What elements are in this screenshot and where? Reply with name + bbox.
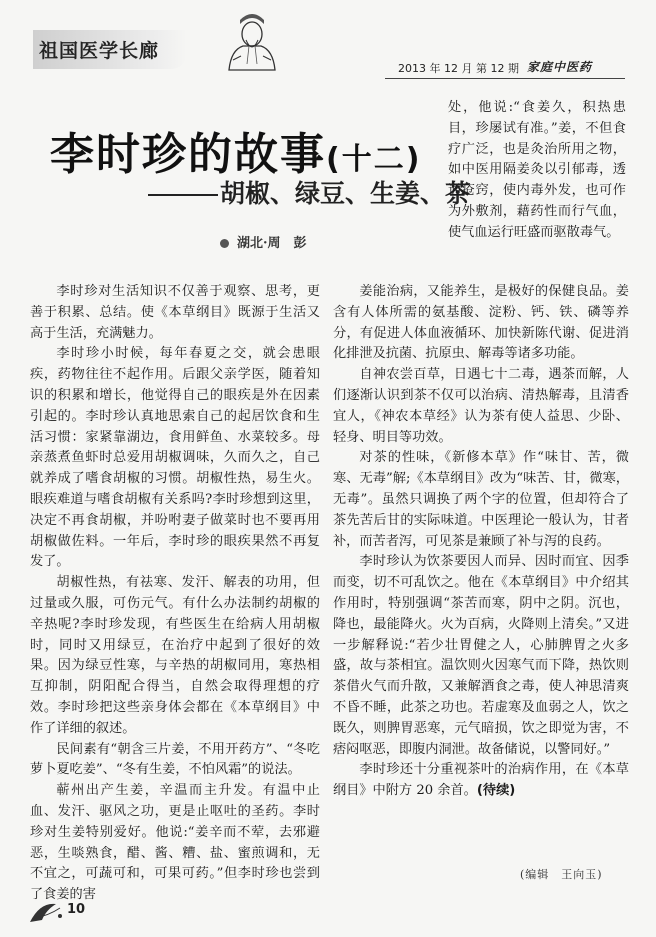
subtitle-dash	[148, 194, 218, 196]
title-main-text: 李时珍的故事	[50, 129, 326, 180]
column-label: 祖国医学长廊	[33, 30, 187, 69]
journal-name: 家庭中医药	[527, 60, 593, 74]
body-paragraph: 自神农尝百草，日遇七十二毒，遇茶而解，人们逐渐认识到茶不仅可以治病、清热解毒，且清香宜人，《神农本草经》认为茶有使人益思、少卧、轻身、明目等功效。	[333, 367, 629, 445]
last-paragraph-text: 李时珍还十分重视茶叶的治病作用，在《本草纲目》中附方 20 余首。	[333, 762, 629, 799]
title-part-number: (十二)	[326, 142, 422, 177]
li-shizhen-portrait-icon	[221, 10, 283, 74]
article-subtitle	[148, 174, 470, 210]
author-name: 湖北·周 彭	[237, 236, 307, 251]
body-paragraph: 李时珍对生活知识不仅善于观察、思考，更善于积累、总结。使《本草纲目》既源于生活又高于生活，充满魅力。	[30, 284, 320, 341]
header-divider	[385, 78, 625, 79]
body-paragraph-last	[333, 760, 629, 802]
top-right-column-text: 处，他说:“食姜久，积热患目，珍屡试有准。”姜，不但食疗广泛，也是灸治所用之物，如中医用隔姜灸以引郁毒，透通疮窍，使内毒外发，也可作为外敷剂，藉药性而行气血，使气血运行旺盛而驱散毒气。	[448, 100, 626, 240]
left-column	[30, 282, 320, 906]
author-bullet-icon	[220, 239, 229, 248]
right-column	[333, 282, 629, 802]
body-paragraph: 李时珍小时候，每年春夏之交，就会患眼疾，药物往往不起作用。后跟父亲学医，随着知识的积累和增长，他觉得自己的眼疾是外在因素引起的。李时珍认真地思索自己的起居饮食和生活习惯：家紧靠湖边，食用鲜鱼、水菜较多。母亲蒸煮鱼虾时总爱用胡椒调味，久而久之，自己就养成了嗜食胡椒的习惯。胡椒性热，易生火。眼疾难道与嗜食胡椒有关系吗?李时珍想到这里，决定不再食胡椒，并吩咐妻子做菜时也不要再用胡椒做佐料。一年后，李时珍的眼疾果然不再复发了。	[30, 346, 320, 570]
article-title	[50, 118, 421, 182]
body-paragraph: 李时珍认为饮茶要因人而异、因时而宜、因季而变，切不可乱饮之。他在《本草纲目》中介绍其作用时，特别强调“茶苦而寒，阴中之阴。沉也，降也，最能降火。火为百病，火降则上清矣。”又进一步解释说:“若少壮胃健之人，心肺脾胃之火多盛，故与茶相宜。温饮则火因寒气而下降，热饮则茶借火气而升散，又兼解酒食之毒，使人神思清爽不昏不睡，此茶之功也。若虚寒及血弱之人，饮之既久，则脾胃恶寒，元气暗损，饮之即觉为害，不痞闷呕恶，即腹内洞泄。故备储说，以警同好。”	[333, 554, 629, 757]
subtitle-text: 胡椒、绿豆、生姜、茶	[220, 179, 471, 208]
body-paragraph: 姜能治病，又能养生，是极好的保健良品。姜含有人体所需的氨基酸、淀粉、钙、铁、磷等养分，有促进人体血液循环、加快新陈代谢、促进消化排泄及抗菌、抗原虫、解毒等诸多功能。	[333, 284, 629, 362]
body-paragraph: 对茶的性味，《新修本草》作“味甘、苦，微寒、无毒”解;《本草纲目》改为“味苦、甘，微寒，无毒”。虽然只调换了两个字的位置，但却符合了茶先苦后甘的实际味道。中医理论一般认为，甘者补，而苦者泻，可见茶是兼顾了补与泻的良药。	[333, 450, 629, 549]
body-paragraph: 蕲州出产生姜，辛温而主升发。有温中止血、发汗、驱风之功，更是止呕吐的圣药。李时珍对生姜特别爱好。他说:“姜辛而不荤，去邪避恶，生啖熟食，醋、酱、糟、盐、蜜煎调和，无不宜之，可蔬可和，可果可药。”但李时珍也尝到了食姜的害	[30, 783, 320, 903]
page-header	[0, 0, 656, 78]
continued-label: (待续)	[476, 783, 516, 799]
editor-credit: (编辑 王向玉)	[520, 868, 603, 881]
body-paragraph: 胡椒性热，有祛寒、发汗、解表的功用，但过量或久服，可伤元气。有什么办法制约胡椒的辛热呢?李时珍发现，有些医生在给病人用胡椒时，同时又用绿豆，在治疗中起到了很好的效果。因为绿豆性寒，与辛热的胡椒同用，寒热相互抑制，阴阳配合得当，自然会取得理想的疗效。李时珍把这些亲身体会都在《本草纲目》中作了详细的叙述。	[30, 575, 320, 736]
issue-info: 2013 年 12 月 第 12 期	[398, 62, 519, 75]
body-paragraph: 民间素有“朝含三片姜，不用开药方”、“冬吃萝卜夏吃姜”、“冬有生姜，不怕风霜”的说法。	[30, 741, 320, 778]
author-line	[220, 232, 307, 251]
page-number: 10	[67, 902, 86, 917]
